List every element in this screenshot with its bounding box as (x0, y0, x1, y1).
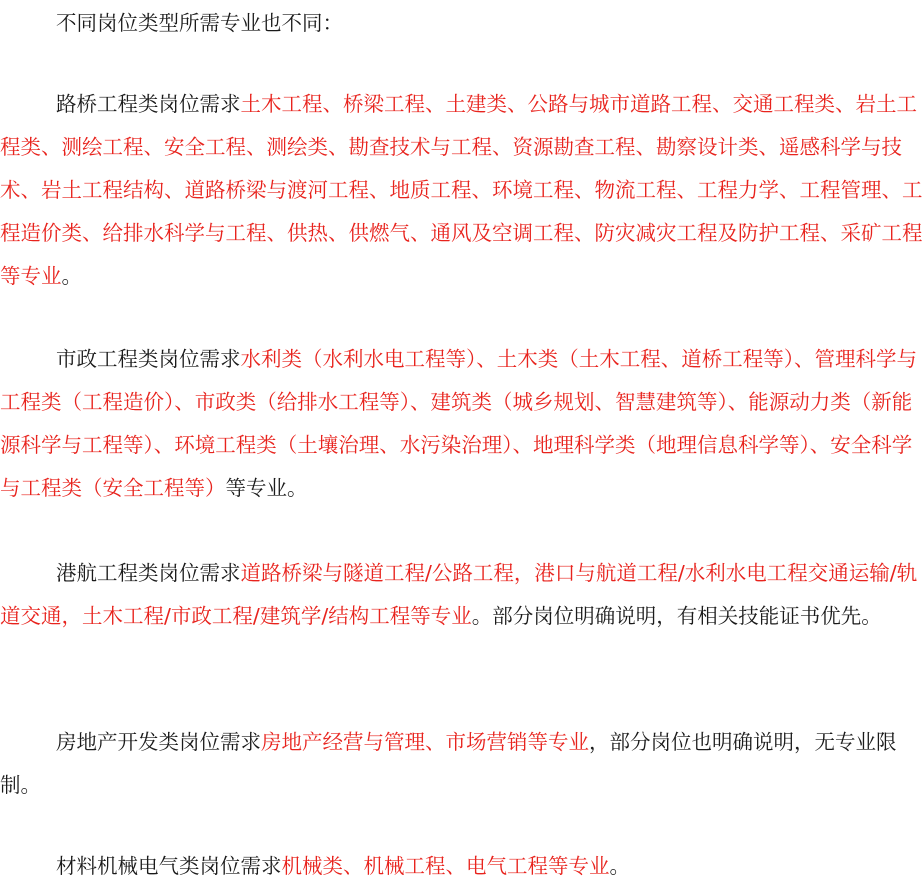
ganghang-paragraph (0, 552, 924, 682)
cailiao-lead: 材料机械电气类岗位需求 (56, 854, 282, 878)
ganghang-lead: 港航工程类岗位需求 (56, 561, 241, 585)
intro-text: 不同岗位类型所需专业也不同： (56, 11, 343, 35)
luqiao-tail: 。 (61, 264, 82, 288)
ganghang-tail: 。部分岗位明确说明，有相关技能证书优先。 (471, 604, 882, 628)
luqiao-paragraph (0, 83, 924, 299)
fangdichan-lead: 房地产开发类岗位需求 (56, 730, 261, 754)
luqiao-lead: 路桥工程类岗位需求 (56, 92, 241, 116)
shizheng-tail: 等专业。 (225, 476, 308, 500)
cailiao-paragraph (0, 845, 924, 888)
luqiao-majors: 土木工程、桥梁工程、土建类、公路与城市道路工程、交通工程类、岩土工程类、测绘工程、安全工程、测绘类、勘查技术与工程、资源勘查工程、勘察设计类、遥感科学与技术、岩土工程结构、道路桥梁与渡河工程、地质工程、环境工程、物流工程、工程力学、工程管理、工程造价类、给排水科学与工程、供热、供燃气、通风及空调工程、防灾减灾工程及防护工程、采矿工程等专业 (0, 92, 923, 288)
cailiao-tail: 。 (609, 854, 630, 878)
fangdichan-majors: 房地产经营与管理、市场营销等专业 (261, 730, 589, 754)
shizheng-paragraph (0, 338, 924, 510)
shizheng-majors: 水利类（水利水电工程等）、土木类（土木工程、道桥工程等）、管理科学与工程类（工程造价）、市政类（给排水工程等）、建筑类（城乡规划、智慧建筑等）、能源动力类（新能源科学与工程等）、环境工程类（土壤治理、水污染治理）、地理科学类（地理信息科学等）、安全科学与工程类（安全工程等） (0, 347, 917, 500)
fangdichan-paragraph (0, 721, 924, 807)
fangdichan-tail: ，部分岗位也明确说明，无专业限制。 (0, 730, 897, 797)
ganghang-majors: 道路桥梁与隧道工程/公路工程，港口与航道工程/水利水电工程交通运输/轨道交通，土木工程/市政工程/建筑学/结构工程等专业 (0, 561, 918, 628)
shizheng-lead: 市政工程类岗位需求 (56, 347, 241, 371)
intro-paragraph (0, 2, 924, 45)
cailiao-majors: 机械类、机械工程、电气工程等专业 (281, 854, 610, 878)
